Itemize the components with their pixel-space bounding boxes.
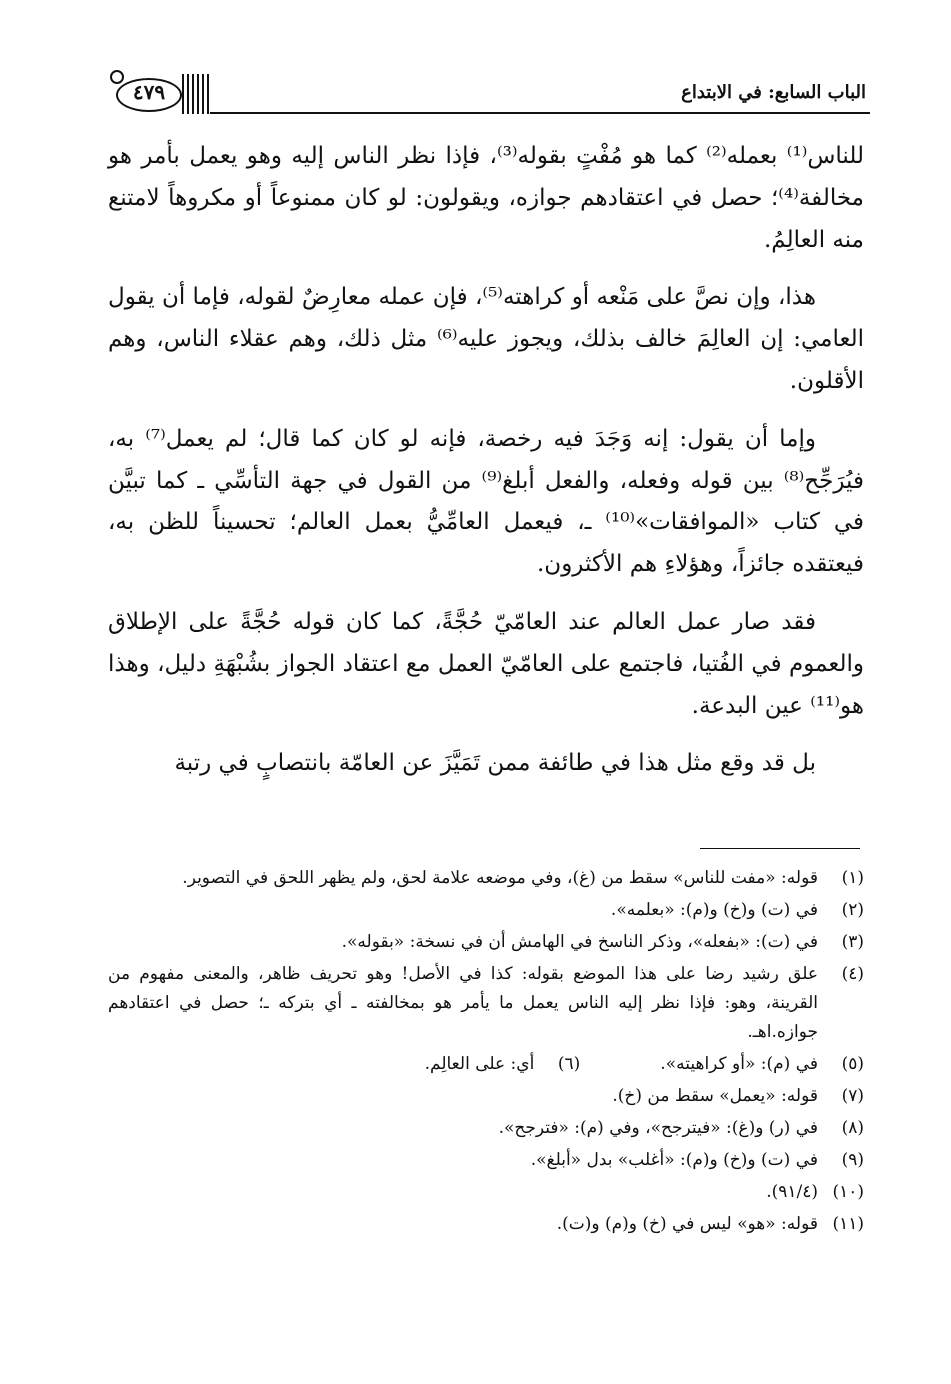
- footnote: [108, 1210, 864, 1239]
- footnote-text: قوله: «هو» ليس في (خ) و(م) و(ت).: [556, 1214, 818, 1234]
- paragraph: هذا، وإن نصَّ على مَنْعه أو كراهته⁽⁵⁾، فإن عمله معارِضٌ لقوله، فإما أن يقول العامي: إن العالِمَ خالف بذلك، ويجوز عليه⁽⁶⁾ مثل ذلك، وهم عقلاء الناس، وهم الأقلون.: [108, 284, 864, 394]
- footnote-text: في (ر) و(غ): «فيترجح»، وفي (م): «فترجح».: [498, 1118, 818, 1138]
- paragraph: بل قد وقع مثل هذا في طائفة ممن تَمَيَّزَ عن العامّة بانتصابٍ في رتبة: [174, 750, 816, 777]
- footnote-text: علق رشيد رضا على هذا الموضع بقوله: كذا في الأصل! وهو تحريف ظاهر، والمعنى مفهوم من القرينة، وهو: فإذا نظر إليه الناس يعمل ما يأمر هو بمخالفته ـ أي بتركه ـ؛ حصل في اعتقادهم جوازه.اهـ.: [108, 964, 818, 1042]
- page-header: [110, 68, 870, 118]
- running-title: الباب السابع: في الابتداع: [681, 82, 866, 103]
- paragraph: فقد صار عمل العالم عند العامّيّ حُجَّةً، كما كان قوله حُجَّةً على الإطلاق والعموم في الفُتيا، فاجتمع على العامّيّ العمل مع اعتقاد الجواز بشُبْهَةِ دليل، وهذا هو⁽¹¹⁾ عين البدعة.: [108, 608, 864, 719]
- footnote-text: في (ت) و(خ) و(م): «أغلب» بدل «أبلغ».: [530, 1150, 818, 1170]
- main-text: [108, 136, 864, 801]
- footnote-number: (٣): [841, 932, 864, 952]
- footnote-text: في (ت) و(خ) و(م): «بعلمه».: [610, 900, 818, 920]
- footnote-pair: [108, 1050, 864, 1079]
- footnote-number: (٨): [841, 1118, 864, 1138]
- header-rule: [210, 112, 870, 114]
- footnote: [660, 1050, 864, 1079]
- footnote-number: (١٠): [832, 1182, 864, 1202]
- footnote: [108, 960, 864, 1047]
- footnote: [108, 928, 864, 957]
- footnote-text: في (ت): «بفعله»، وذكر الناسخ في الهامش أن في نسخة: «بقوله».: [341, 932, 818, 952]
- paragraph: للناس⁽¹⁾ بعمله⁽²⁾ كما هو مُفْتٍ بقوله⁽³⁾، فإذا نظر الناس إليه وهو يعمل بأمر هو مخالفة⁽⁴⁾؛ حصل في اعتقادهم جوازه، ويقولون: لو كان ممنوعاً أو مكروهاً لامتنع منه العالِمُ.: [108, 143, 864, 253]
- footnote-text: قوله: «يعمل» سقط من (خ).: [612, 1086, 818, 1106]
- footnote-text: أي: على العالِم.: [424, 1054, 535, 1074]
- footnote-number: (٦): [557, 1054, 581, 1074]
- paragraph: وإما أن يقول: إنه وَجَدَ فيه رخصة، فإنه لو كان كما قال؛ لم يعمل⁽⁷⁾ به، فيُرَجِّح⁽⁸⁾ بين قوله وفعله، والفعل أبلغ⁽⁹⁾ من القول في جهة التأسِّي ـ كما تبيَّن في كتاب «الموافقات»⁽¹⁰⁾ ـ، فيعمل العامِّيُّ بعمل العالم؛ تحسيناً للظن به، فيعتقده جائزاً، وهؤلاءِ هم الأكثرون.: [108, 425, 865, 578]
- footnote-number: (٧): [841, 1086, 864, 1106]
- footnote-number: (٩): [841, 1150, 864, 1170]
- footnote-number: (٥): [841, 1054, 864, 1074]
- footnotes: [108, 864, 864, 1242]
- footnote: [108, 1178, 864, 1207]
- footnote: [108, 1146, 864, 1175]
- footnote-number: (٤): [841, 964, 864, 984]
- footnote-text: (٩١/٤).: [766, 1182, 818, 1202]
- page-number-ornament: [110, 70, 212, 116]
- footnote-number: (١١): [832, 1214, 864, 1234]
- footnote-text: في (م): «أو كراهيته».: [660, 1054, 818, 1074]
- footnote: [108, 864, 864, 893]
- page-number: ٤٧٩: [132, 80, 166, 104]
- footnote-number: (٢): [841, 900, 864, 920]
- footnote: [108, 1114, 864, 1143]
- footnote: [108, 896, 864, 925]
- ornament-bars: [182, 74, 212, 114]
- footnote-text: قوله: «مفت للناس» سقط من (غ)، وفي موضعه علامة لحق، ولم يظهر اللحق في التصوير.: [182, 868, 818, 888]
- footnote-separator: [700, 848, 860, 849]
- footnote: [425, 1050, 581, 1079]
- footnote: [108, 1082, 864, 1111]
- footnote-number: (١): [841, 868, 864, 888]
